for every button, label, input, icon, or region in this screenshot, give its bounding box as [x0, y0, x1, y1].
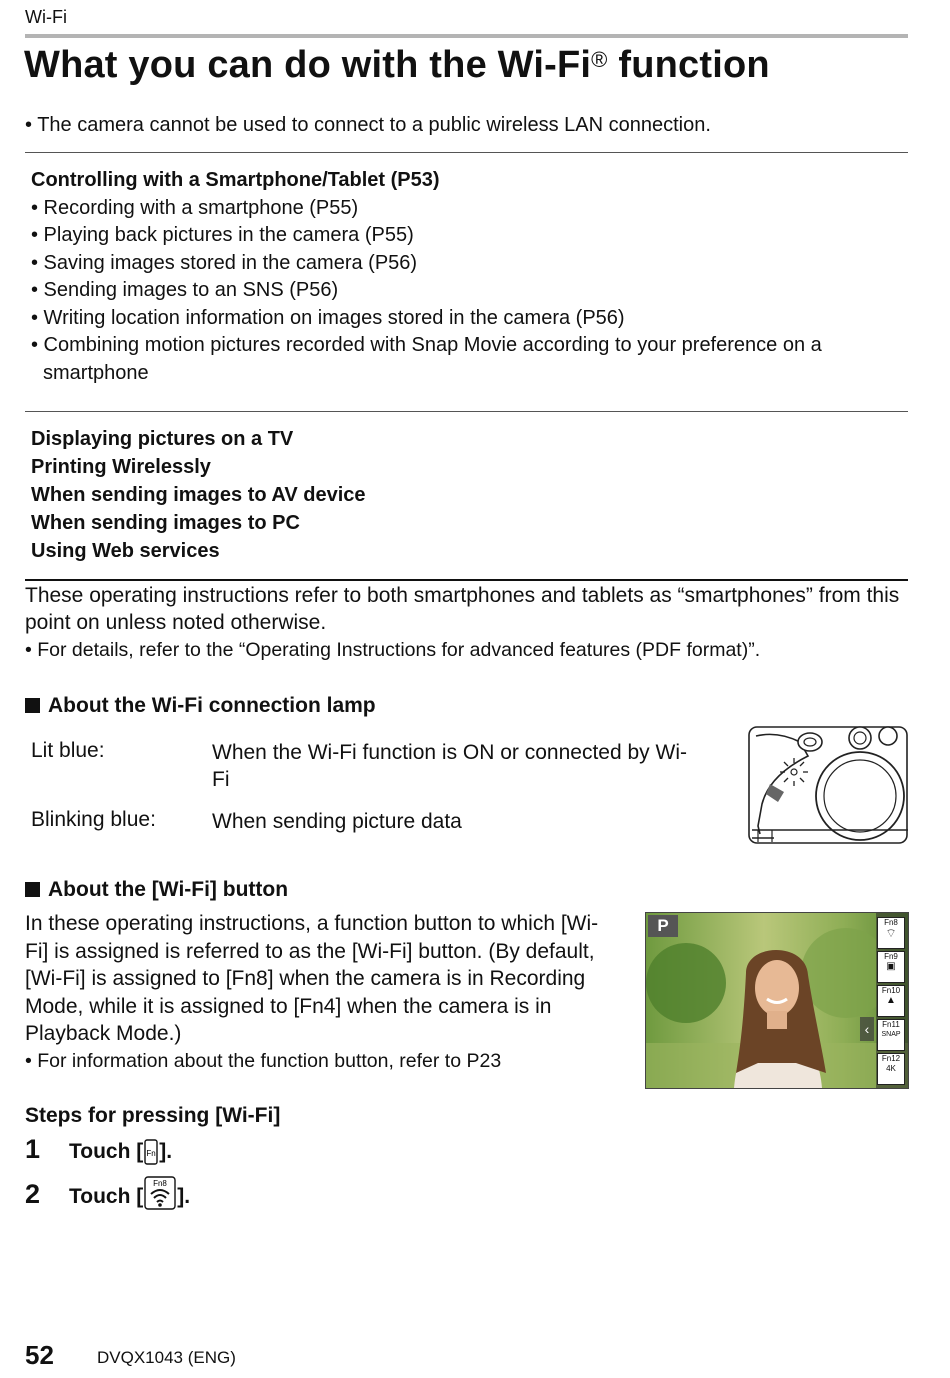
- step-1: [25, 1134, 172, 1171]
- list-item: • Playing back pictures in the camera (P55): [31, 224, 414, 246]
- step-text: Touch [: [69, 1140, 144, 1163]
- lamp-heading-text: About the Wi-Fi connection lamp: [48, 694, 376, 717]
- header-rule: [25, 34, 908, 38]
- camera-screen: [645, 912, 909, 1089]
- lamp-desc: When the Wi-Fi function is ON or connected by Wi-Fi: [212, 741, 687, 791]
- button-note: • For information about the function button, refer to P23: [25, 1049, 502, 1072]
- feature-item: Displaying pictures on a TV: [31, 428, 294, 450]
- mode-indicator: P: [648, 915, 678, 937]
- step-text-end: ].: [177, 1185, 191, 1208]
- square-bullet-icon: [25, 882, 40, 897]
- smartphones-paragraph: [25, 582, 915, 664]
- smartphones-note: These operating instructions refer to both smartphones and tablets as “smartphones” from this point on unless noted otherwise.: [25, 584, 900, 634]
- feature-item: When sending images to PC: [31, 512, 300, 534]
- list-item: • Combining motion pictures recorded with Snap Movie according to your preference on a smartphone: [31, 334, 822, 384]
- lamp-desc: When sending picture data: [212, 810, 462, 833]
- feature-item: When sending images to AV device: [31, 484, 366, 506]
- page-title: [24, 44, 770, 87]
- document-code: DVQX1043 (ENG): [97, 1348, 236, 1367]
- fn8-label: Fn8: [153, 1179, 168, 1188]
- page-number: 52: [25, 1340, 54, 1370]
- lamp-term: Lit blue:: [31, 739, 105, 762]
- step-2: [25, 1176, 190, 1216]
- portrait-photo: [646, 913, 908, 1088]
- fn12-button[interactable]: Fn12 4K: [877, 1053, 905, 1085]
- list-item: • Writing location information on images stored in the camera (P56): [31, 306, 625, 329]
- smartphone-heading: Controlling with a Smartphone/Tablet (P53): [31, 169, 440, 191]
- step-number: 2: [25, 1179, 41, 1209]
- list-item: • Sending images to an SNS (P56): [31, 279, 339, 301]
- fn11-button[interactable]: Fn11 SNAP: [877, 1019, 905, 1051]
- list-item: • Saving images stored in the camera (P56): [31, 251, 418, 274]
- divider-1: [25, 152, 908, 153]
- square-bullet-icon: [25, 698, 40, 713]
- landscape-icon: ▲: [886, 995, 896, 1006]
- fn10-button[interactable]: Fn10 ▲: [877, 985, 905, 1017]
- fn9-button[interactable]: Fn9 ▣: [877, 951, 905, 983]
- 4k-label: 4K: [886, 1064, 896, 1073]
- button-heading-text: About the [Wi-Fi] button: [48, 878, 289, 901]
- button-paragraph: [25, 910, 605, 1075]
- divider-2: [25, 411, 908, 412]
- list-item: • Recording with a smartphone (P55): [31, 196, 359, 219]
- details-note: • For details, refer to the “Operating Instructions for advanced features (PDF format)”.: [25, 639, 761, 661]
- title-text: What you can do with the Wi-Fi: [24, 44, 592, 86]
- divider-3: [25, 579, 908, 581]
- other-features: [31, 425, 366, 565]
- feature-item: Using Web services: [31, 540, 220, 562]
- title-suffix: function: [607, 44, 770, 86]
- fn8-wifi-icon: [144, 1176, 176, 1216]
- feature-item: Printing Wirelessly: [31, 456, 211, 478]
- camera-lamp-illustration: [748, 726, 909, 846]
- button-heading: [25, 878, 288, 902]
- section-label: Wi-Fi: [25, 7, 67, 27]
- fn-tab-label: Fn: [146, 1149, 156, 1158]
- button-body: In these operating instructions, a function button to which [Wi-Fi] is assigned is referred to as the [Wi-Fi] button. (By default, [Wi-Fi] is assigned to [Fn8] when the camera is in Recording Mode, while it is assigned to [Fn4] when the camera is in Playback Mode.): [25, 912, 599, 1045]
- smartphone-section: [31, 167, 901, 387]
- fn-tab-icon: [144, 1139, 158, 1171]
- public-lan-note: • The camera cannot be used to connect to a public wireless LAN connection.: [25, 114, 711, 136]
- registered-mark: ®: [591, 47, 608, 72]
- fn8-wifi-button[interactable]: Fn8 ⌔: [877, 917, 905, 949]
- snap-label: SNAP: [881, 1031, 901, 1038]
- steps-heading: Steps for pressing [Wi-Fi]: [25, 1104, 281, 1127]
- collapse-arrow-icon[interactable]: ‹: [860, 1017, 874, 1041]
- step-text-end: ].: [159, 1140, 173, 1163]
- mode-icon: ▣: [886, 961, 896, 972]
- step-number: 1: [25, 1134, 41, 1164]
- lamp-heading: [25, 694, 376, 718]
- lamp-term: Blinking blue:: [31, 808, 156, 831]
- step-text: Touch [: [69, 1185, 144, 1208]
- wifi-icon: ⌔: [885, 926, 897, 940]
